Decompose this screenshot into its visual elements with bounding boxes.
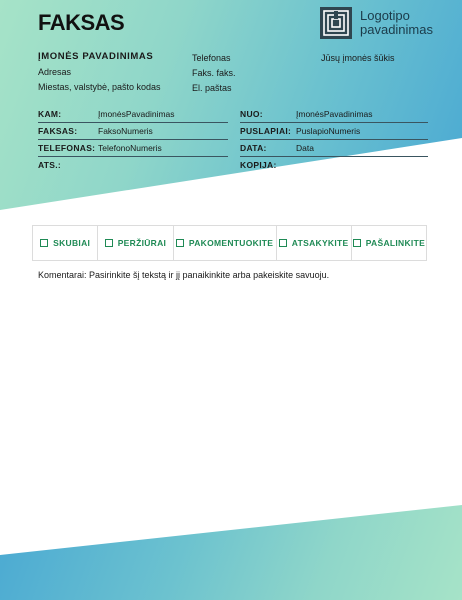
field-row-date	[240, 140, 428, 157]
field-row-phone	[38, 140, 228, 157]
recipient-fields	[38, 106, 228, 173]
company-name: ĮMONĖS PAVADINIMAS	[38, 51, 154, 62]
company-contacts-block	[192, 51, 236, 96]
footer-gradient-band	[0, 505, 462, 600]
document-title: FAKSAS	[38, 10, 125, 35]
field-value[interactable]: ĮmonėsPavadinimas	[98, 109, 175, 119]
logo-text-line2: pavadinimas	[360, 22, 433, 37]
checkbox-for-review[interactable]	[98, 226, 173, 260]
field-label: NUO:	[240, 109, 263, 119]
company-fax: Faks. faks.	[192, 68, 236, 78]
checkbox-icon[interactable]	[353, 239, 361, 247]
field-row-to	[38, 106, 228, 123]
logo-text	[360, 9, 433, 37]
field-row-pages	[240, 123, 428, 140]
field-label: DATA:	[240, 143, 267, 153]
field-row-cc	[240, 157, 428, 173]
field-label: KAM:	[38, 109, 62, 119]
field-value[interactable]: Data	[296, 143, 314, 153]
field-label: KOPIJA:	[240, 160, 277, 170]
status-checkboxes	[32, 225, 427, 261]
field-value[interactable]: TelefonoNumeris	[98, 143, 162, 153]
checkbox-please-comment[interactable]	[174, 226, 277, 260]
field-row-re	[38, 157, 228, 173]
checkbox-icon[interactable]	[40, 239, 48, 247]
checkbox-icon[interactable]	[176, 239, 184, 247]
checkbox-urgent[interactable]	[33, 226, 98, 260]
checkbox-label: ATSAKYKITE	[291, 238, 349, 248]
company-address-block	[38, 65, 161, 95]
sender-fields	[240, 106, 428, 173]
field-label: PUSLAPIAI:	[240, 126, 292, 136]
checkbox-icon[interactable]	[279, 239, 287, 247]
company-phone: Telefonas	[192, 53, 231, 63]
field-value[interactable]: ĮmonėsPavadinimas	[296, 109, 373, 119]
checkbox-label: PAKOMENTUOKITE	[188, 238, 274, 248]
logo-text-line1: Logotipo	[360, 8, 410, 23]
company-email: El. paštas	[192, 83, 232, 93]
company-city: Miestas, valstybė, pašto kodas	[38, 82, 161, 92]
checkbox-label: PERŽIŪRAI	[117, 238, 167, 248]
field-value[interactable]: PuslapioNumeris	[296, 126, 361, 136]
logo-icon	[320, 7, 352, 39]
checkbox-label: SKUBIAI	[53, 238, 91, 248]
field-row-fax	[38, 123, 228, 140]
field-label: TELEFONAS:	[38, 143, 96, 153]
company-slogan: Jūsų įmonės šūkis	[321, 53, 395, 63]
company-address: Adresas	[38, 67, 72, 77]
checkbox-label: PAŠALINKITE	[365, 238, 426, 248]
logo	[320, 7, 433, 39]
checkbox-icon[interactable]	[105, 239, 113, 247]
checkbox-please-reply[interactable]	[277, 226, 352, 260]
field-label: ATS.:	[38, 160, 62, 170]
field-label: FAKSAS:	[38, 126, 78, 136]
comments-text[interactable]: Komentarai: Pasirinkite šį tekstą ir jį panaikinkite arba pakeiskite savuoju.	[38, 270, 330, 280]
field-value[interactable]: FaksoNumeris	[98, 126, 153, 136]
checkbox-please-recycle[interactable]	[352, 226, 426, 260]
field-row-from	[240, 106, 428, 123]
